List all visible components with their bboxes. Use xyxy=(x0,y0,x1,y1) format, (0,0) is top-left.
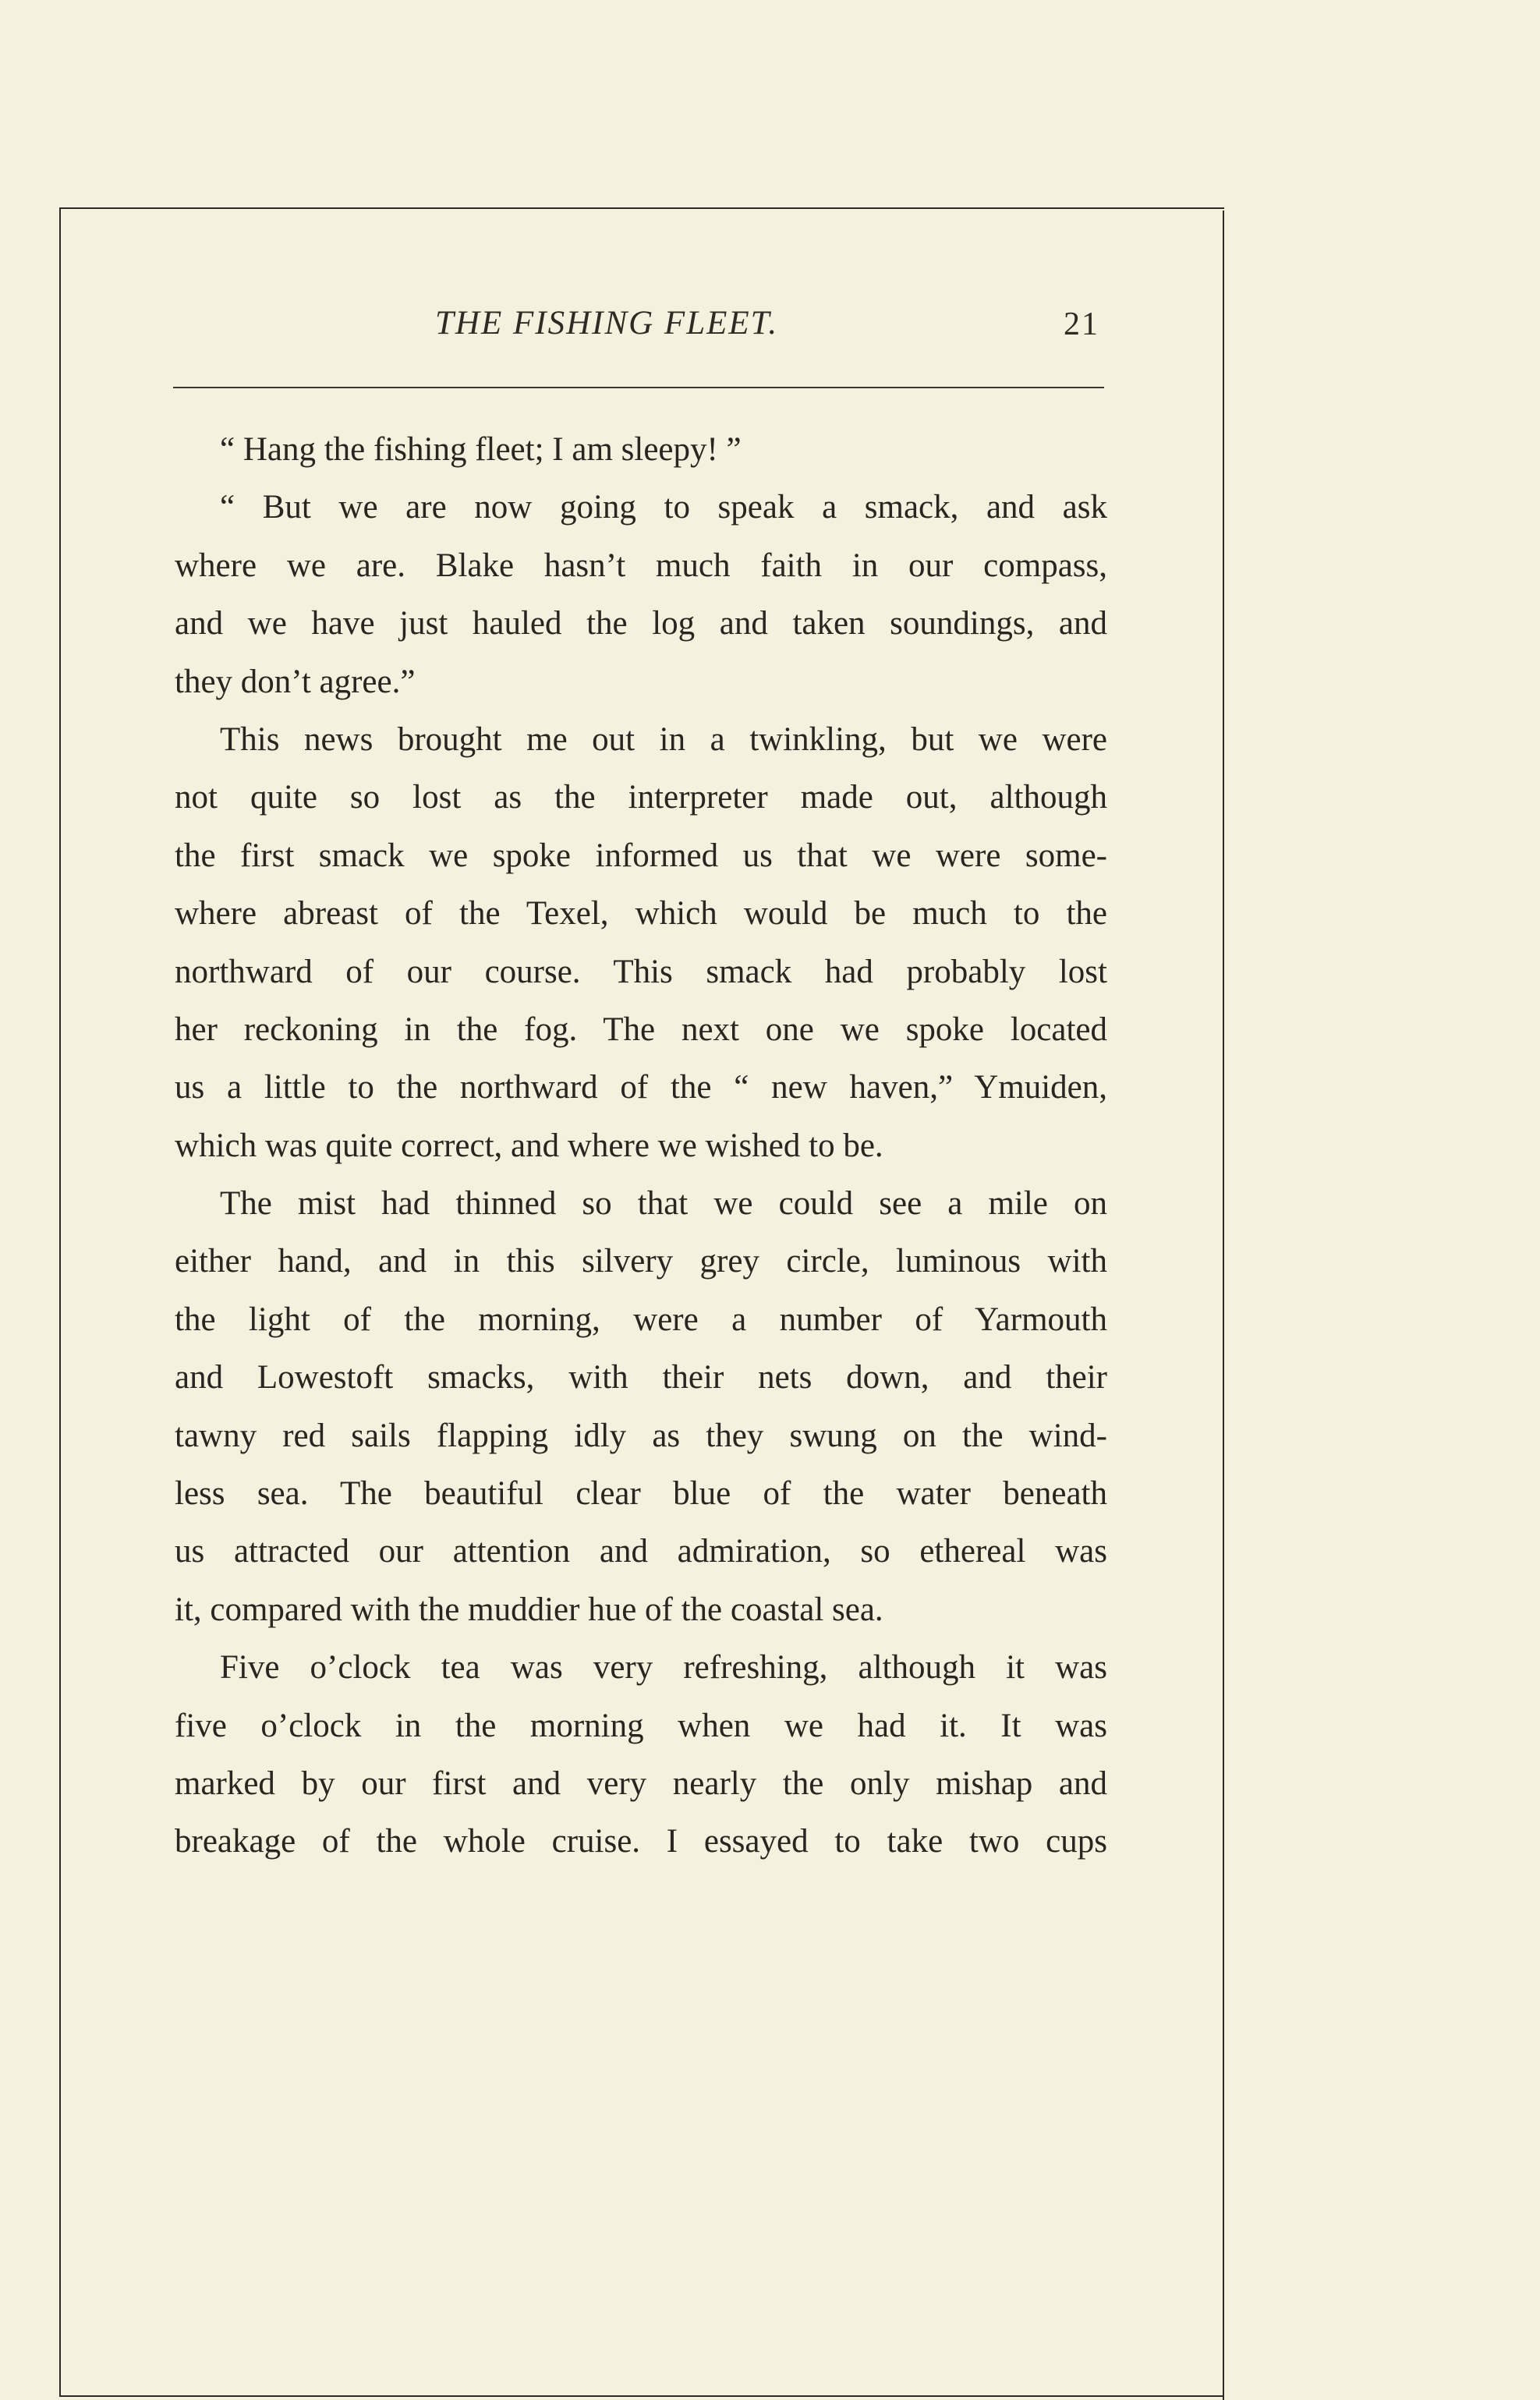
page-frame-right-rule xyxy=(1223,211,1224,2400)
running-head xyxy=(172,304,1107,351)
text-line: where abreast of the Texel, which would be much to the xyxy=(175,895,1107,933)
text-line: “ But we are now going to speak a smack, and ask xyxy=(220,489,1107,526)
text-line: breakage of the whole cruise. I essayed to take two cups xyxy=(175,1823,1107,1860)
text-line: tawny red sails flapping idly as they swung on the wind- xyxy=(175,1417,1107,1454)
body-text xyxy=(175,421,1107,1871)
text-line: they don’t agree.” xyxy=(175,663,416,700)
text-line: and Lowestoft smacks, with their nets down, and their xyxy=(175,1359,1107,1396)
text-line: five o’clock in the morning when we had it. It was xyxy=(175,1707,1107,1744)
running-title: THE FISHING FLEET. xyxy=(435,305,779,342)
text-line: which was quite correct, and where we wished to be. xyxy=(175,1127,883,1164)
text-line: northward of our course. This smack had probably lost xyxy=(175,953,1107,990)
text-line: the light of the morning, were a number of Yarmouth xyxy=(175,1301,1107,1338)
text-line: and we have just hauled the log and taken soundings, and xyxy=(175,605,1107,642)
text-line: This news brought me out in a twinkling, but we were xyxy=(220,720,1107,758)
page-number: 21 xyxy=(1064,306,1099,342)
text-line: us a little to the northward of the “ new haven,” Ymuiden, xyxy=(175,1069,1107,1106)
text-line: us attracted our attention and admiration, so ethereal was xyxy=(175,1533,1107,1570)
text-line: The mist had thinned so that we could see a mile on xyxy=(220,1185,1107,1223)
header-rule xyxy=(173,387,1104,388)
text-line: Five o’clock tea was very refreshing, although it was xyxy=(220,1649,1107,1687)
page-frame-bottom-rule xyxy=(59,2395,1224,2397)
page-frame-left-rule xyxy=(59,207,61,2397)
text-line: marked by our first and very nearly the only mishap and xyxy=(175,1765,1107,1802)
text-line: where we are. Blake hasn’t much faith in our compass, xyxy=(175,547,1107,584)
text-line: her reckoning in the fog. The next one we spoke located xyxy=(175,1011,1107,1048)
text-line: the first smack we spoke informed us that we were some- xyxy=(175,837,1107,874)
text-line: not quite so lost as the interpreter made out, although xyxy=(175,779,1107,816)
text-line: “ Hang the fishing fleet; I am sleepy! ” xyxy=(220,431,742,468)
text-line: it, compared with the muddier hue of the coastal sea. xyxy=(175,1591,883,1628)
text-line: less sea. The beautiful clear blue of the water beneath xyxy=(175,1475,1107,1513)
text-line: either hand, and in this silvery grey circle, luminous with xyxy=(175,1243,1107,1280)
page-frame-top-rule xyxy=(59,207,1224,209)
